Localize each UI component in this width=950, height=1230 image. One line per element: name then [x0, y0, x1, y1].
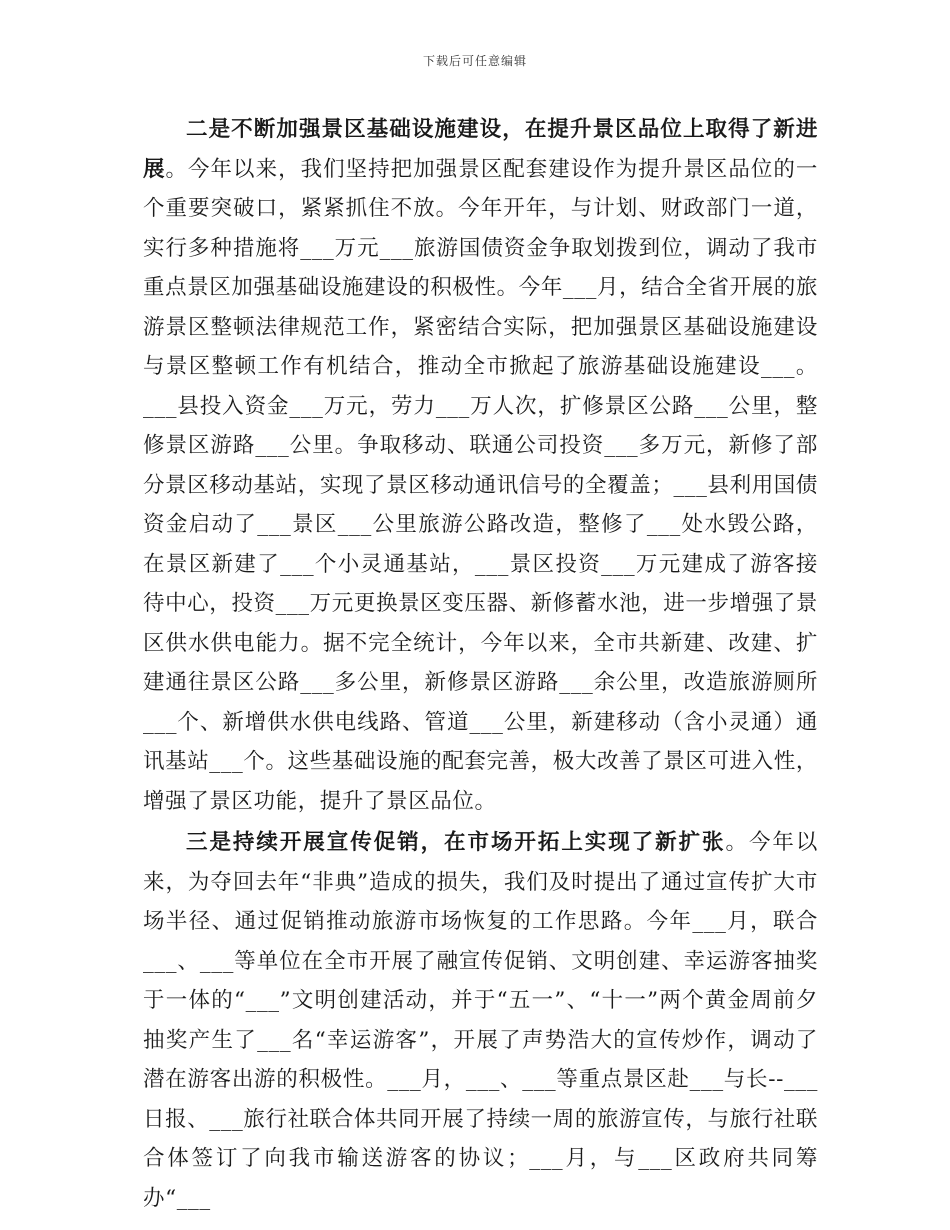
paragraph-body-text: 。今年以来，我们坚持把加强景区配套建设作为提升景区品位的一个重要突破口，紧紧抓住不放。今年开年，与计划、财政部门一道，实行多种措施将___万元___旅游国债资金争取划拨到位，调动了我市重点景区加强基础设施建设的积极性。今年___月，结合全省开展的旅游景区整顿法律规范工作，紧密结合实际，把加强景区基础设施建设与景区整顿工作有机结合，推动全市掀起了旅游基础设施建设___。___县投入资金___万元，劳力___万人次，扩修景区公路___公里，整修景区游路___公里。争取移动、联通公司投资___多万元，新修了部分景区移动基站，实现了景区移动通讯信号的全覆盖；___县利用国债资金启动了___景区___公里旅游公路改造，整修了___处水毁公路，在景区新建了___个小灵通基站，___景区投资___万元建成了游客接待中心，投资___万元更换景区变压器、新修蓄水池，进一步增强了景区供水供电能力。据不完全统计，今年以来，全市共新建、改建、扩建通往景区公路___多公里，新修景区游路___余公里，改造旅游厕所___个、新增供水供电线路、管道___公里，新建移动（含小灵通）通讯基站___个。这些基础设施的配套完善，极大改善了景区可进入性，增强了景区功能，提升了景区品位。	[143, 156, 818, 814]
paragraph-lead-heading: 三是持续开展宣传促销，在市场开拓上实现了新扩张	[186, 830, 726, 855]
paragraph-promotion	[143, 823, 818, 1218]
page-header: 下载后可任意编辑	[422, 54, 527, 68]
paragraph-infrastructure	[143, 110, 818, 821]
paragraph-body-text: 。今年以来，为夺回去年“非典”造成的损失，我们及时提出了通过宣传扩大市场半径、通过促销推动旅游市场恢复的工作思路。今年___月，联合___、___等单位在全市开展了融宣传促销、文明创建、幸运游客抽奖于一体的“___”文明创建活动，并于“五一”、“十一”两个黄金周前夕抽奖产生了___名“幸运游客”，开展了声势浩大的宣传炒作，调动了潜在游客出游的积极性。___月，___、___等重点景区赴___与长--___日报、___旅行社联合体共同开展了持续一周的旅游宣传，与旅行社联合体签订了向我市输送游客的协议；___月，与___区政府共同筹办“___	[143, 830, 818, 1211]
paragraph-lead-heading: 二是不断加强景区基础设施建设，在提升景区品位上取得了新进展	[143, 117, 818, 182]
document-body	[143, 110, 818, 1218]
